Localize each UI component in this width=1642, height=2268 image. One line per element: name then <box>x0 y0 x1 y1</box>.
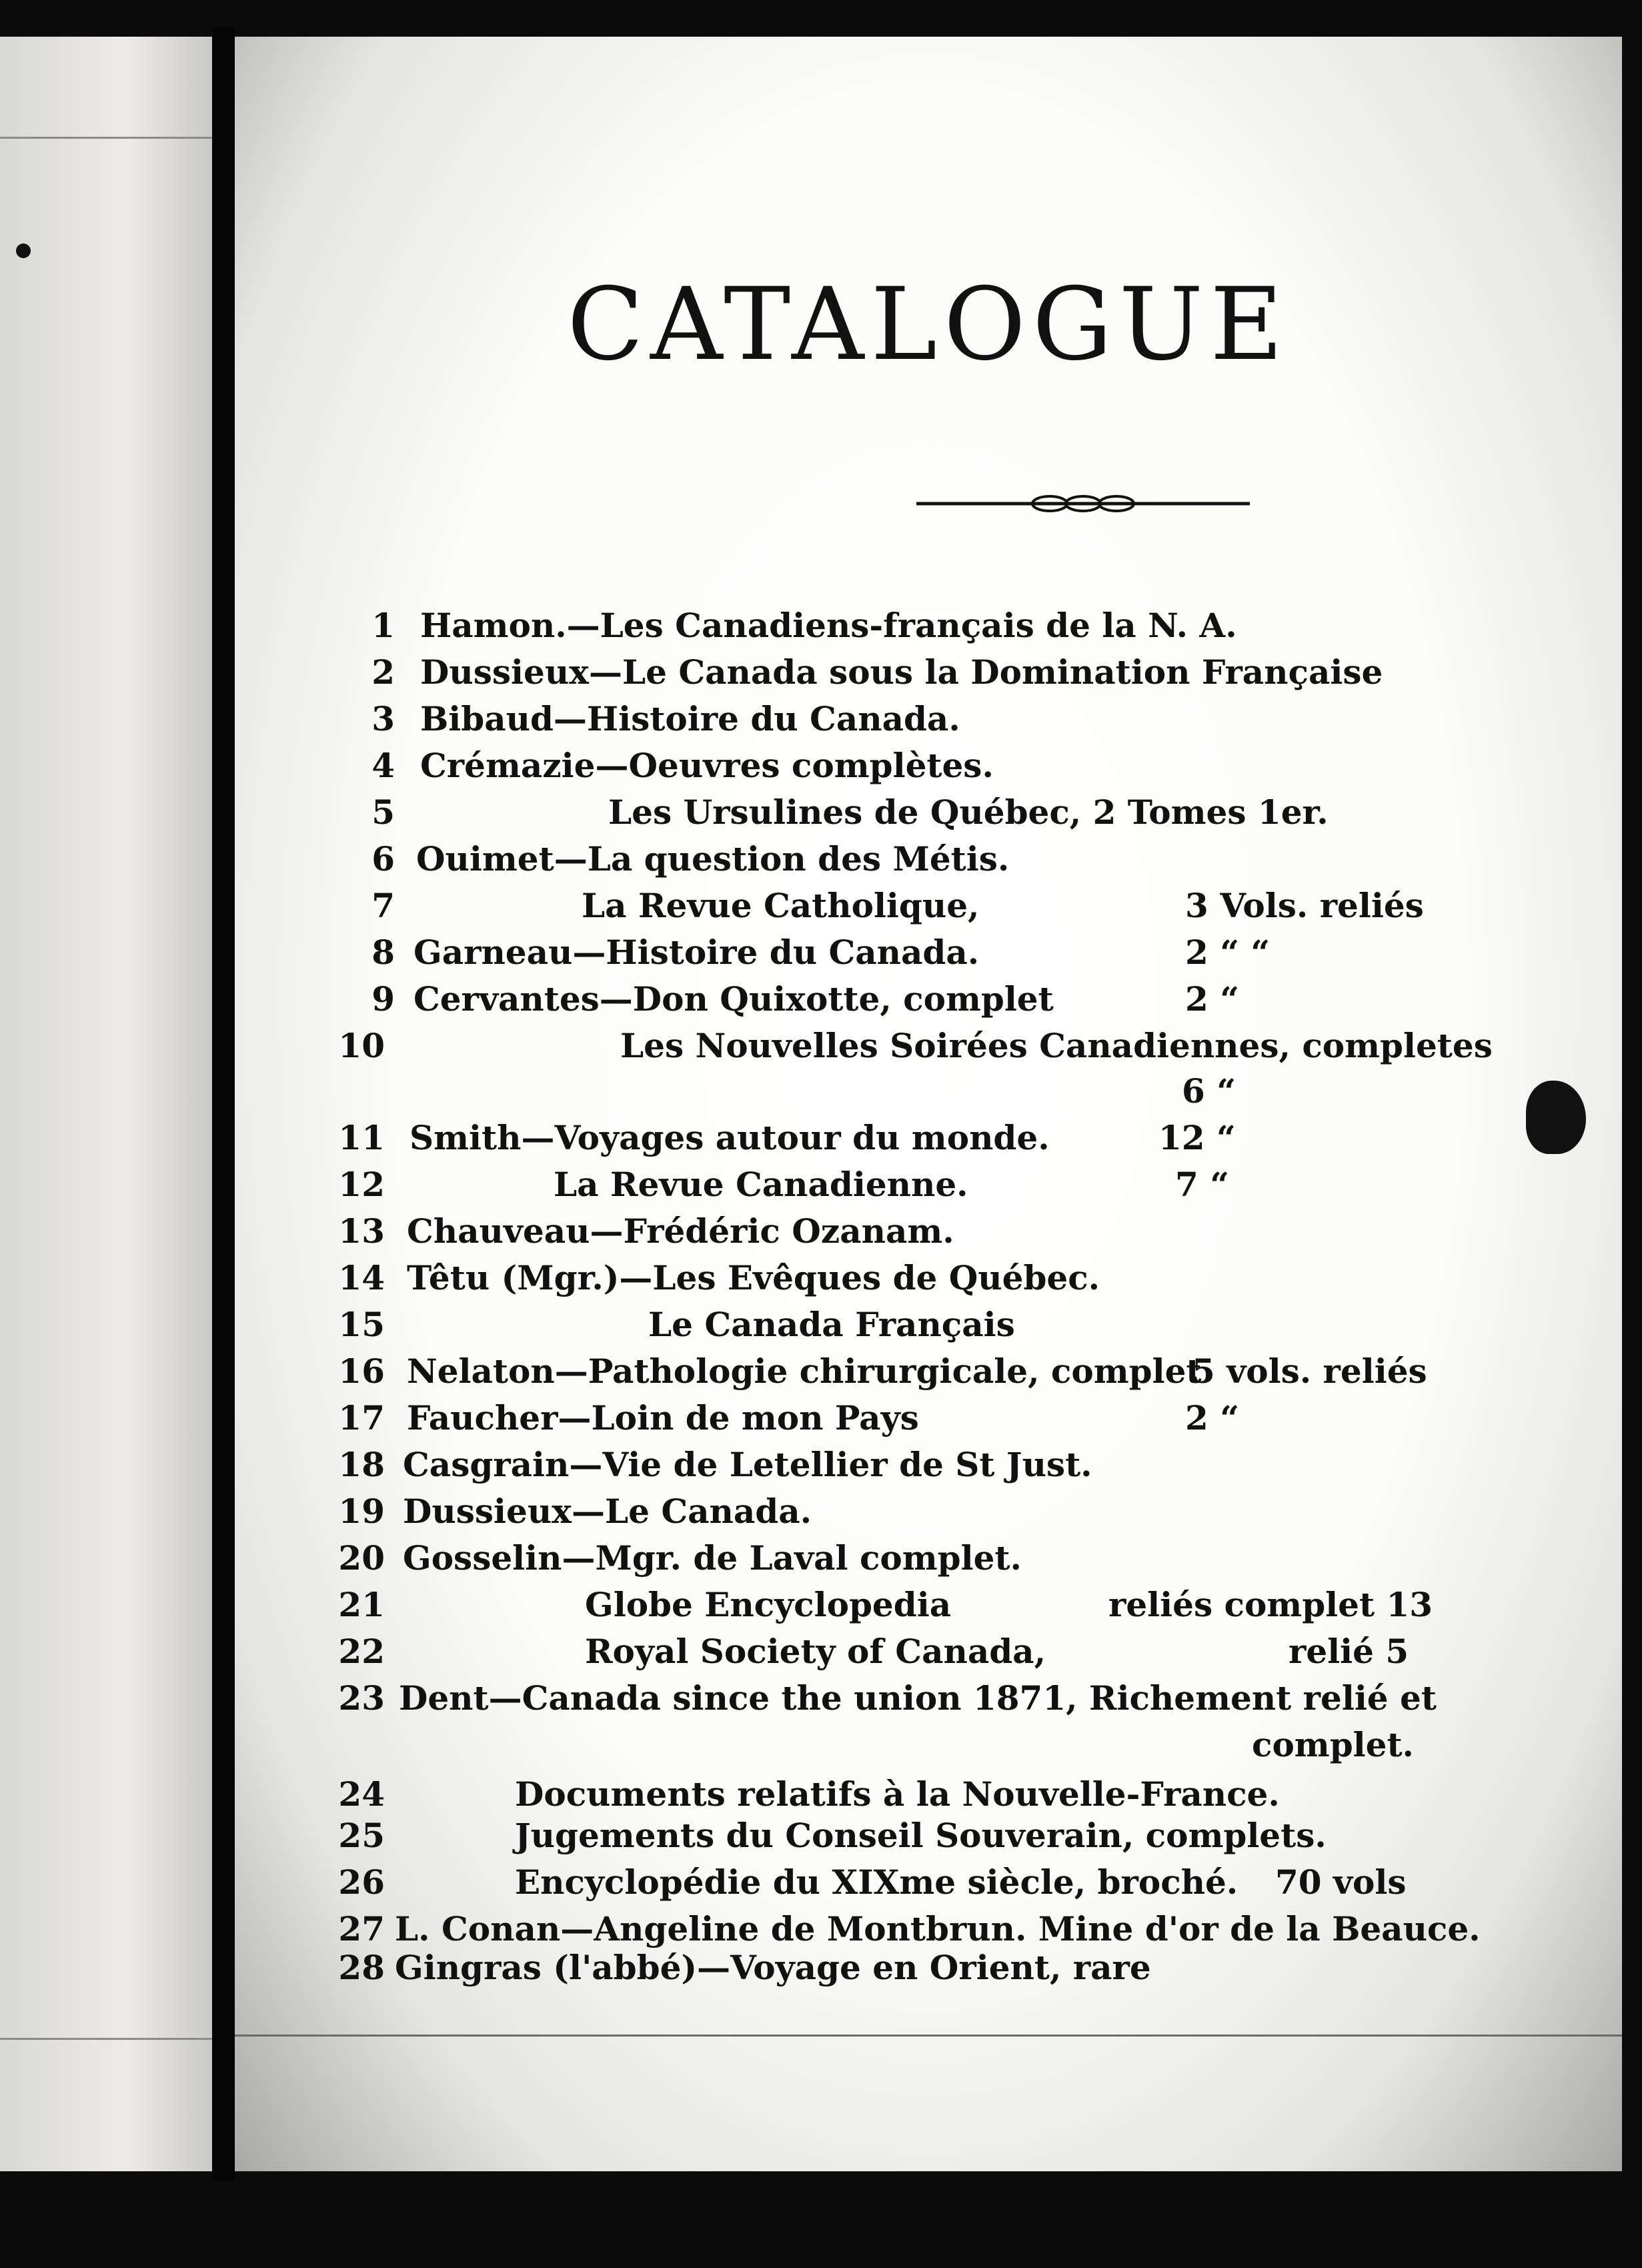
entry-text: Jugements du Conseil Souverain, complets. <box>515 1816 1327 1855</box>
entry-text: Chauveau—Frédéric Ozanam. <box>407 1211 954 1251</box>
entry-quantity: 2 “ <box>1185 979 1239 1019</box>
entry-text: Le Canada Français <box>648 1305 1015 1344</box>
entry-text: Nelaton—Pathologie chirurgicale, complet <box>407 1351 1202 1391</box>
facing-page-rule-top <box>0 137 212 139</box>
entry-quantity: 12 “ <box>1158 1118 1236 1157</box>
ink-blot <box>1526 1081 1586 1154</box>
entry-number: 22 <box>338 1632 385 1671</box>
entry-quantity: complet. <box>1252 1725 1414 1764</box>
entry-quantity: 70 vols <box>1275 1862 1407 1902</box>
book-spine-gutter <box>212 27 235 2181</box>
entry-number: 1 <box>371 606 395 645</box>
entry-text: La Revue Catholique, <box>582 886 980 925</box>
entry-text: Bibaud—Histoire du Canada. <box>420 699 960 738</box>
entry-text: Garneau—Histoire du Canada. <box>414 933 980 972</box>
entry-number: 19 <box>338 1492 385 1531</box>
entry-number: 26 <box>338 1862 385 1902</box>
entry-text: Casgrain—Vie de Letellier de St Just. <box>403 1445 1092 1484</box>
entry-number: 4 <box>371 746 395 785</box>
entry-text: Royal Society of Canada, <box>585 1632 1046 1671</box>
entry-quantity: 6 “ <box>1182 1071 1236 1111</box>
entry-number: 18 <box>338 1445 385 1484</box>
entry-number: 6 <box>371 839 395 879</box>
facing-page-edge <box>0 37 212 2171</box>
entry-text: La Revue Canadienne. <box>554 1165 968 1204</box>
entry-number: 8 <box>371 933 395 972</box>
entry-number: 25 <box>338 1816 385 1855</box>
entry-text: Cervantes—Don Quixotte, complet <box>414 979 1054 1019</box>
page-title: CATALOGUE <box>567 267 1290 383</box>
entry-number: 14 <box>338 1258 385 1297</box>
entry-number: 24 <box>338 1774 385 1814</box>
entry-text: Documents relatifs à la Nouvelle-France. <box>515 1774 1280 1814</box>
entry-number: 2 <box>371 652 395 692</box>
entry-number: 13 <box>338 1211 385 1251</box>
entry-text: Dussieux—Le Canada sous la Domination Française <box>420 652 1383 692</box>
entry-quantity: 5 vols. reliés <box>1192 1351 1427 1391</box>
facing-page-rule-bottom <box>0 2038 212 2040</box>
entry-quantity: 2 “ <box>1185 1398 1239 1438</box>
entry-number: 23 <box>338 1678 385 1718</box>
entry-number: 7 <box>371 886 395 925</box>
entry-number: 17 <box>338 1398 385 1438</box>
entry-quantity: relié 5 <box>1289 1632 1409 1671</box>
entry-quantity: 3 Vols. reliés <box>1185 886 1424 925</box>
entry-number: 10 <box>338 1026 385 1065</box>
entry-text: Gingras (l'abbé)—Voyage en Orient, rare <box>395 1948 1151 1987</box>
entry-text: L. Conan—Angeline de Montbrun. Mine d'or de la Beauce. <box>395 1909 1481 1948</box>
entry-number: 9 <box>371 979 395 1019</box>
entry-text: Dussieux—Le Canada. <box>403 1492 812 1531</box>
entry-text: Têtu (Mgr.)—Les Evêques de Québec. <box>407 1258 1100 1297</box>
entry-text: Ouimet—La question des Métis. <box>416 839 1010 879</box>
entry-text: Smith—Voyages autour du monde. <box>409 1118 1050 1157</box>
entry-number: 20 <box>338 1538 385 1578</box>
catalogue-list <box>235 37 1622 2171</box>
entry-text: Globe Encyclopedia <box>585 1585 952 1624</box>
entry-text: Les Ursulines de Québec, 2 Tomes 1er. <box>608 792 1329 832</box>
entry-number: 28 <box>338 1948 385 1987</box>
entry-number: 16 <box>338 1351 385 1391</box>
entry-number: 3 <box>371 699 395 738</box>
entry-text: Les Nouvelles Soirées Canadiennes, completes <box>620 1026 1493 1065</box>
entry-text: Dent—Canada since the union 1871, Richement relié et <box>399 1678 1437 1718</box>
entry-text: Encyclopédie du XIXme siècle, broché. <box>515 1862 1239 1902</box>
entry-number: 21 <box>338 1585 385 1624</box>
entry-quantity: 2 “ “ <box>1185 933 1271 972</box>
entry-number: 27 <box>338 1909 385 1948</box>
entry-quantity: reliés complet 13 <box>1108 1585 1433 1624</box>
entry-text: Crémazie—Oeuvres complètes. <box>420 746 994 785</box>
entry-quantity: 7 “ <box>1175 1165 1229 1204</box>
catalogue-page <box>235 37 1622 2171</box>
page-bottom-rule <box>235 2035 1622 2037</box>
entry-number: 11 <box>338 1118 385 1157</box>
entry-number: 5 <box>371 792 395 832</box>
entry-text: Faucher—Loin de mon Pays <box>407 1398 919 1438</box>
entry-text: Gosselin—Mgr. de Laval complet. <box>403 1538 1022 1578</box>
entry-number: 15 <box>338 1305 385 1344</box>
entry-number: 12 <box>338 1165 385 1204</box>
ink-spot <box>16 243 31 258</box>
entry-text: Hamon.—Les Canadiens-français de la N. A. <box>420 606 1237 645</box>
